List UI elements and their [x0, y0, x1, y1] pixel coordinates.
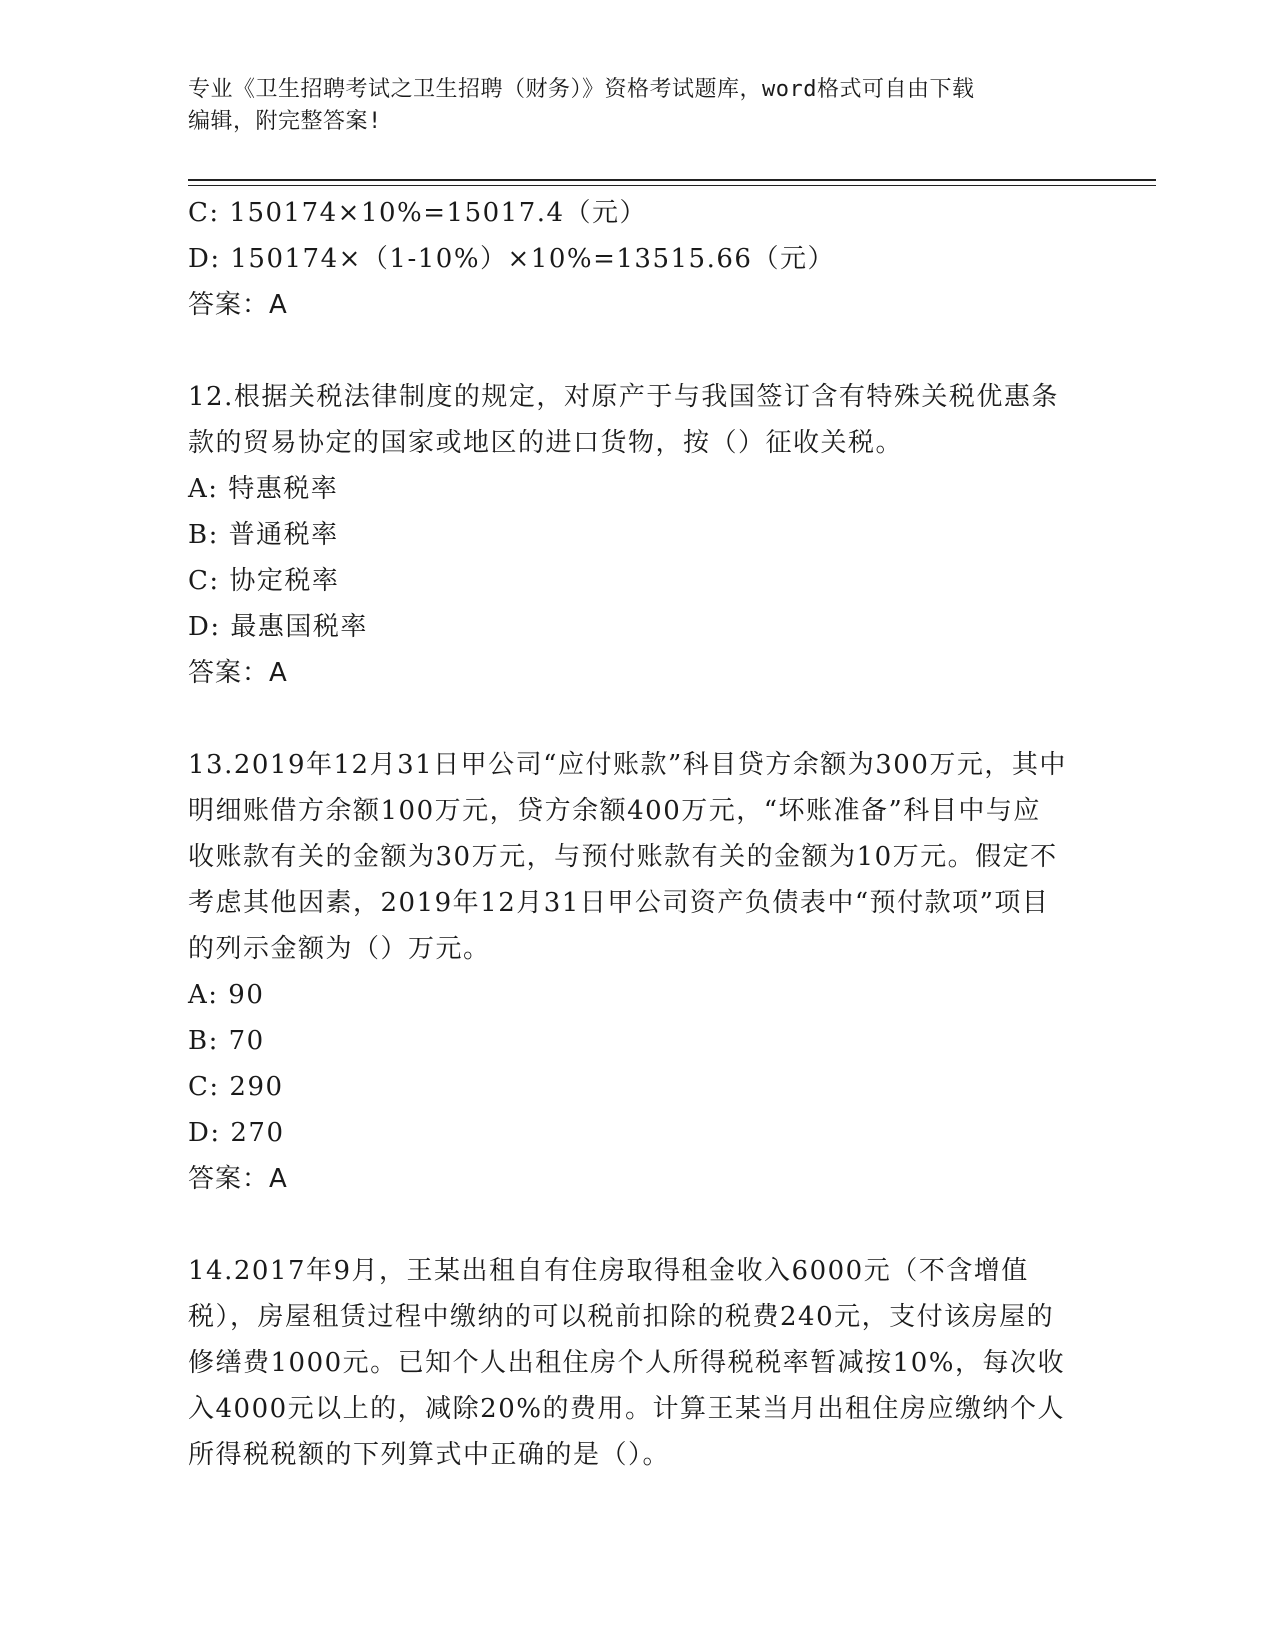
q11-option-d: D: 150174×（1-10%）×10%=13515.66（元） [188, 244, 835, 274]
q13-stem: 13.2019年12月31日甲公司“应付账款”科目贷方余额为300万元，其中明细账借方余额100万元，贷方余额400万元，“坏账准备”科目中与应收账款有关的金额为30万元，与预付账款有关的金额为10万元。假定不考虑其他因素，2019年12月31日甲公司资产负债表中“预付款项”项目的列示金额为（）万元。 [188, 750, 1067, 964]
spacer [188, 328, 1088, 374]
q12-option-d: D: 最惠国税率 [188, 612, 368, 642]
q12-option-a: A: 特惠税率 [188, 474, 339, 504]
q13-option-b: B: 70 [188, 1026, 265, 1056]
document-header [188, 74, 1068, 138]
spacer [188, 696, 1088, 742]
q13-option-a: A: 90 [188, 980, 265, 1010]
q12-answer: 答案：A [188, 658, 288, 688]
q13-answer: 答案：A [188, 1164, 288, 1194]
q11-answer: 答案：A [188, 290, 288, 320]
question-content [188, 190, 1088, 1478]
q12-stem: 12.根据关税法律制度的规定，对原产于与我国签订含有特殊关税优惠条款的贸易协定的国家或地区的进口货物，按（）征收关税。 [188, 382, 1059, 458]
q14-stem: 14.2017年9月，王某出租自有住房取得租金收入6000元（不含增值税），房屋租赁过程中缴纳的可以税前扣除的税费240元，支付该房屋的修缮费1000元。已知个人出租住房个人所得税税率暂减按10%，每次收入4000元以上的，减除20%的费用。计算王某当月出租住房应缴纳个人所得税税额的下列算式中正确的是（）。 [188, 1256, 1065, 1470]
q12-option-c: C: 协定税率 [188, 566, 340, 596]
header-line-1: 专业《卫生招聘考试之卫生招聘（财务）》资格考试题库，word格式可自由下载 [188, 77, 975, 102]
q13-option-c: C: 290 [188, 1072, 284, 1102]
q11-option-c: C: 150174×10%=15017.4（元） [188, 198, 648, 228]
header-line-2: 编辑，附完整答案! [188, 109, 382, 134]
header-rule-thick [188, 179, 1156, 181]
spacer [188, 1202, 1088, 1248]
q13-option-d: D: 270 [188, 1118, 285, 1148]
q12-option-b: B: 普通税率 [188, 520, 339, 550]
header-rule-thin [188, 185, 1156, 186]
